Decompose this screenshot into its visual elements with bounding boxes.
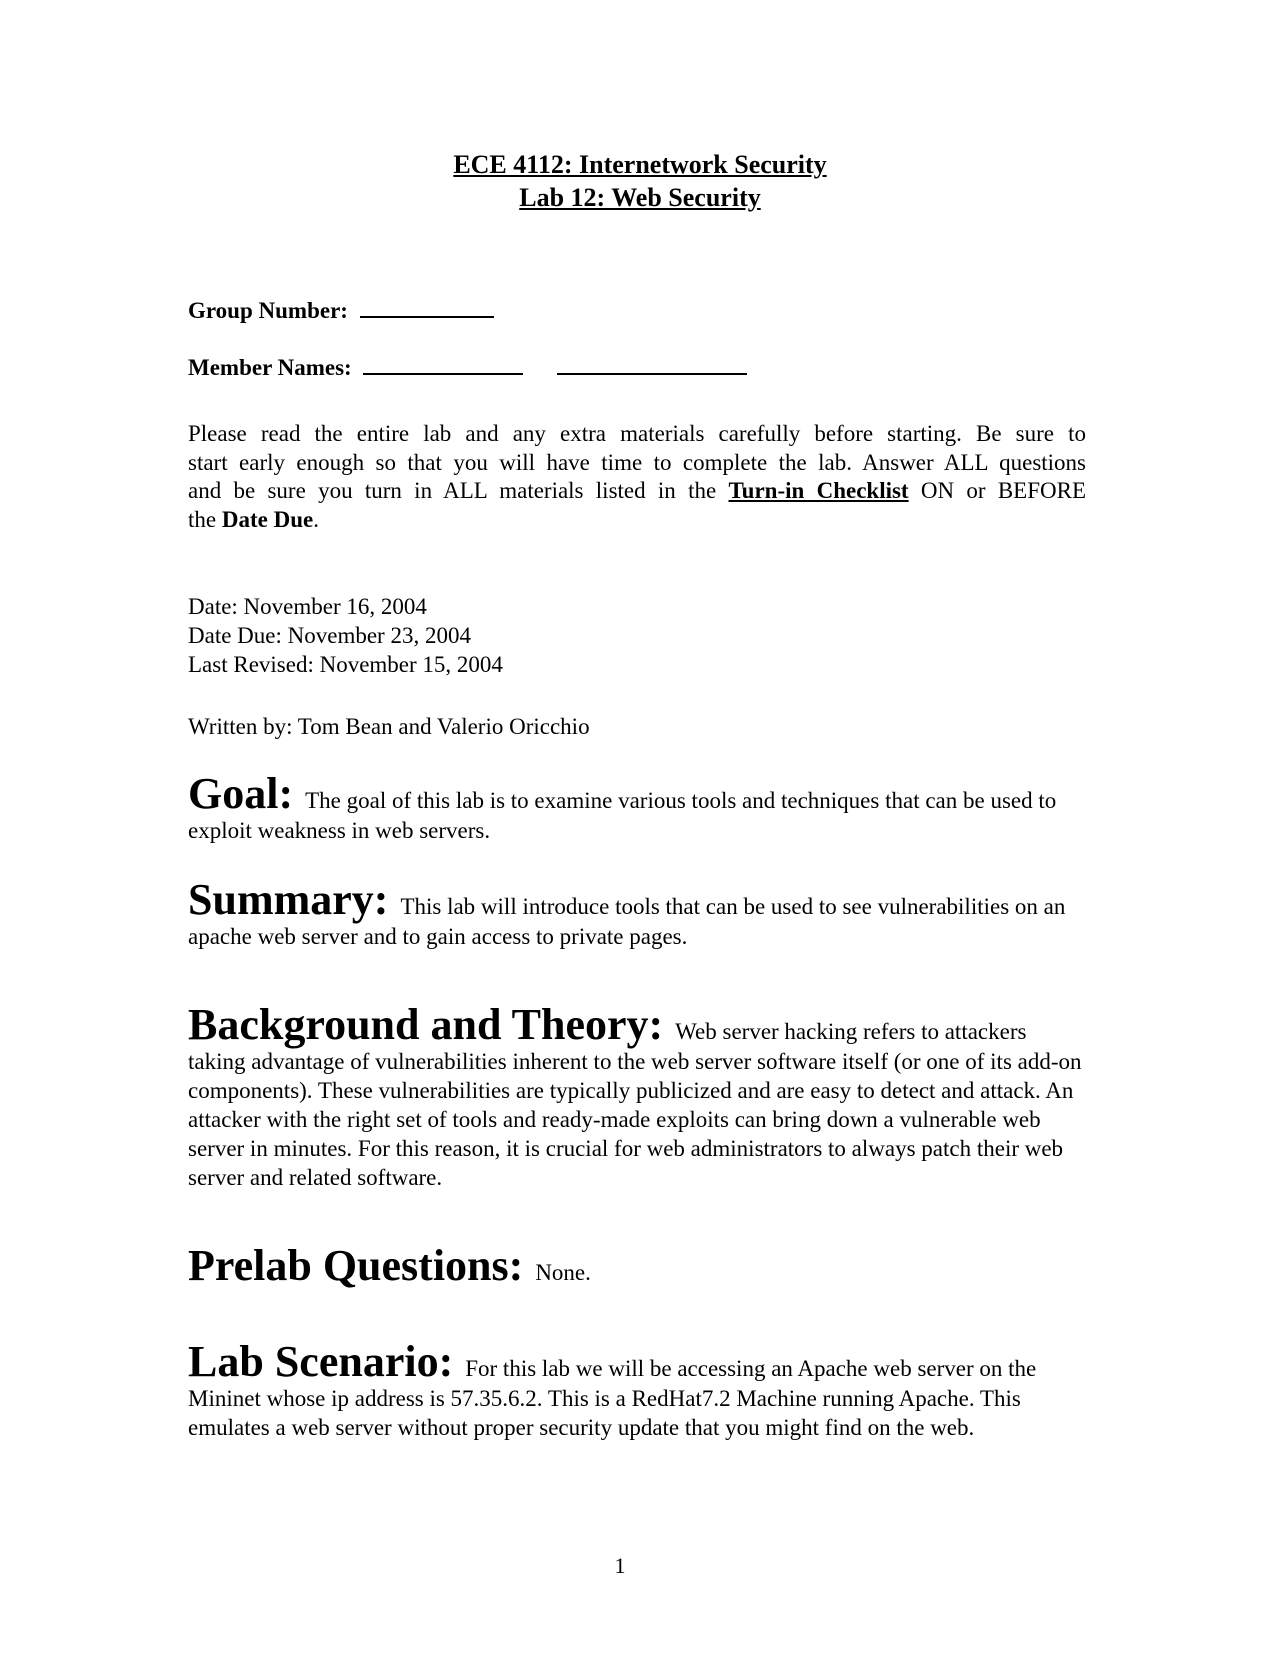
- prelab-heading: Prelab Questions:: [188, 1241, 524, 1290]
- background-section: [188, 1000, 1088, 1192]
- goal-heading: Goal:: [188, 769, 294, 818]
- intro-line: and be sure you turn in ALL materials listed in the Turn-in Checklist ON or BEFORE: [188, 478, 1087, 504]
- last-revised-line: Last Revised: November 15, 2004: [188, 652, 503, 677]
- date-due-line: Date Due: November 23, 2004: [188, 623, 471, 648]
- summary-section: [188, 875, 1088, 951]
- goal-section: [188, 769, 1088, 845]
- group-number-label: Group Number:: [188, 298, 348, 323]
- background-heading: Background and Theory:: [188, 1000, 664, 1049]
- group-number-field: [188, 296, 494, 324]
- member-name-blank-2: [557, 353, 747, 375]
- prelab-section: [188, 1241, 1088, 1290]
- prelab-text: None.: [535, 1260, 591, 1285]
- scenario-section: [188, 1337, 1088, 1442]
- summary-text: This lab will introduce tools that can be used to see vulnerabilities on an apache web server and to gain access to private pages.: [188, 894, 1066, 949]
- lab-title: Lab 12: Web Security: [519, 183, 761, 212]
- member-name-blank-1: [363, 353, 523, 375]
- date-line: Date: November 16, 2004: [188, 594, 427, 619]
- intro-paragraph: [188, 420, 1086, 535]
- page-number: 1: [614, 1553, 626, 1578]
- intro-line: Please read the entire lab and any extra materials carefully before starting. Be sure to: [188, 421, 1086, 446]
- written-by: Written by: Tom Bean and Valerio Oricchio: [188, 714, 590, 739]
- goal-text: The goal of this lab is to examine various tools and techniques that can be used to exploit weakness in web servers.: [188, 788, 1057, 843]
- member-names-field: [188, 353, 747, 381]
- scenario-heading: Lab Scenario:: [188, 1337, 454, 1386]
- intro-line: start early enough so that you will have time to complete the lab. Answer ALL questions: [188, 449, 1086, 475]
- background-text: Web server hacking refers to attackers taking advantage of vulnerabilities inherent to the web server software itself (or one of its add-on components). These vulnerabilities are typically publicized and are easy to detect and attack. An attacker with the right set of tools and ready-made exploits can bring down a vulnerable web server in minutes. For this reason, it is crucial for web administrators to always patch their web server and related software.: [188, 1019, 1082, 1190]
- group-number-blank: [360, 296, 494, 318]
- date-due-ref: Date Due: [221, 507, 314, 533]
- scenario-text: For this lab we will be accessing an Apache web server on the Mininet whose ip address is 57.35.6.2. This is a RedHat7.2 Machine running Apache. This emulates a web server without proper security update that you might find on the web.: [188, 1356, 1037, 1440]
- turnin-checklist-ref: Turn-in Checklist: [728, 478, 909, 504]
- summary-heading: Summary:: [188, 875, 389, 924]
- course-title: ECE 4112: Internetwork Security: [453, 150, 827, 179]
- member-names-label: Member Names:: [188, 355, 352, 380]
- intro-line: the Date Due.: [188, 507, 319, 533]
